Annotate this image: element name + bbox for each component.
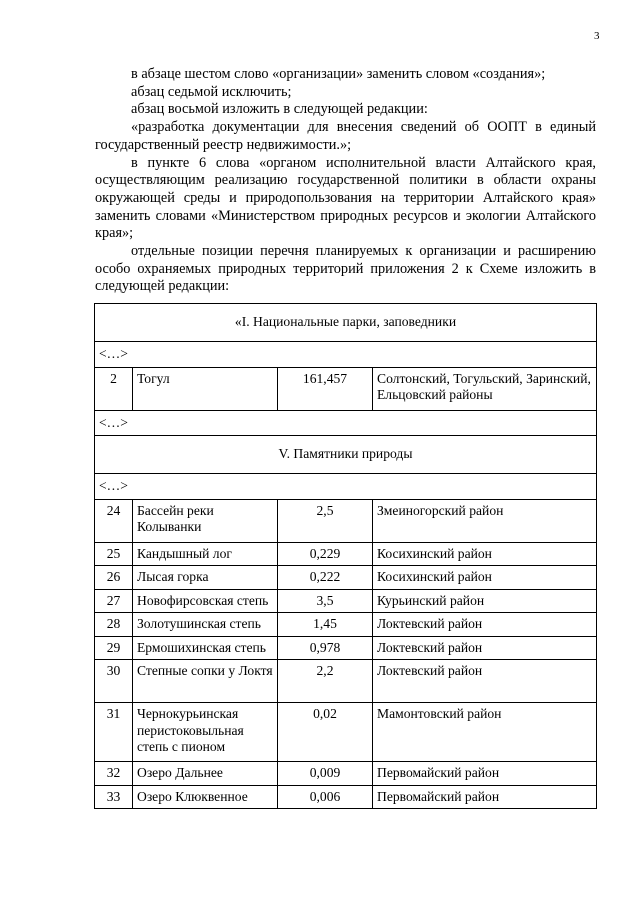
table-row	[95, 636, 597, 660]
area-size: 0,009	[278, 762, 373, 786]
area-size: 0,006	[278, 785, 373, 809]
area-size: 1,45	[278, 613, 373, 637]
district: Первомайский район	[373, 762, 597, 786]
area-name: Тогул	[133, 367, 278, 410]
table-row	[95, 589, 597, 613]
area-name: Степные сопки у Локтя	[133, 660, 278, 703]
district: Змеиногорский район	[373, 499, 597, 542]
district: Локтевский район	[373, 636, 597, 660]
section-heading: «I. Национальные парки, заповедники	[95, 304, 597, 342]
area-name: Бассейн реки Колыванки	[133, 499, 278, 542]
area-size: 0,222	[278, 566, 373, 590]
row-number: 2	[95, 367, 133, 410]
area-size: 2,5	[278, 499, 373, 542]
paragraph: в абзаце шестом слово «организации» заменить словом «создания»;	[131, 66, 546, 82]
area-name: Новофирсовская степь	[133, 589, 278, 613]
area-size: 161,457	[278, 367, 373, 410]
district: Косихинский район	[373, 566, 597, 590]
paragraph: «разработка документации для внесения сведений об ООПТ в единый государственный реестр недвижимости.»;	[95, 119, 596, 153]
area-name: Лысая горка	[133, 566, 278, 590]
area-size: 0,229	[278, 542, 373, 566]
district: Первомайский район	[373, 785, 597, 809]
row-number: 28	[95, 613, 133, 637]
table-row	[95, 566, 597, 590]
table-row	[95, 613, 597, 637]
area-size: 2,2	[278, 660, 373, 703]
district: Мамонтовский район	[373, 703, 597, 762]
area-name: Чернокурьинская перистоковыльная степь с пионом	[133, 703, 278, 762]
district: Солтонский, Тогульский, Заринский, Ельцовский районы	[373, 367, 597, 410]
table-row	[95, 785, 597, 809]
paragraph: абзац седьмой исключить;	[131, 83, 292, 100]
row-number: 24	[95, 499, 133, 542]
row-number: 31	[95, 703, 133, 762]
area-size: 0,978	[278, 636, 373, 660]
area-name: Кандышный лог	[133, 542, 278, 566]
area-size: 0,02	[278, 703, 373, 762]
protected-areas-table	[94, 303, 597, 809]
table-row	[95, 542, 597, 566]
area-name: Озеро Клюквенное	[133, 785, 278, 809]
row-number: 33	[95, 785, 133, 809]
row-number: 27	[95, 589, 133, 613]
omission-marker: <…>	[95, 410, 597, 436]
area-name: Озеро Дальнее	[133, 762, 278, 786]
row-number: 25	[95, 542, 133, 566]
row-number: 30	[95, 660, 133, 703]
district: Локтевский район	[373, 660, 597, 703]
table-row	[95, 499, 597, 542]
row-number: 26	[95, 566, 133, 590]
table-row	[95, 367, 597, 410]
document-body	[95, 66, 596, 296]
paragraph: абзац восьмой изложить в следующей редакции:	[131, 101, 428, 118]
district: Курьинский район	[373, 589, 597, 613]
omission-marker: <…>	[95, 342, 597, 368]
area-size: 3,5	[278, 589, 373, 613]
page-number: 3	[594, 30, 600, 42]
table-row	[95, 762, 597, 786]
district: Локтевский район	[373, 613, 597, 637]
paragraph: в пункте 6 слова «органом исполнительной власти Алтайского края, осуществляющим реализацию государственной политики в области охраны окружающей среды и природопользования на территории Алтайского края» заменить словами «Министерством природных ресурсов и экологии Алтайского края»;	[95, 154, 596, 242]
table-row	[95, 660, 597, 703]
row-number: 29	[95, 636, 133, 660]
area-name: Ермошихинская степь	[133, 636, 278, 660]
omission-marker: <…>	[95, 474, 597, 500]
row-number: 32	[95, 762, 133, 786]
table-row	[95, 703, 597, 762]
area-name: Золотушинская степь	[133, 613, 278, 637]
section-heading: V. Памятники природы	[95, 436, 597, 474]
district: Косихинский район	[373, 542, 597, 566]
paragraph: отдельные позиции перечня планируемых к организации и расширению особо охраняемых природных территорий приложения 2 к Схеме изложить в следующей редакции:	[95, 243, 596, 295]
